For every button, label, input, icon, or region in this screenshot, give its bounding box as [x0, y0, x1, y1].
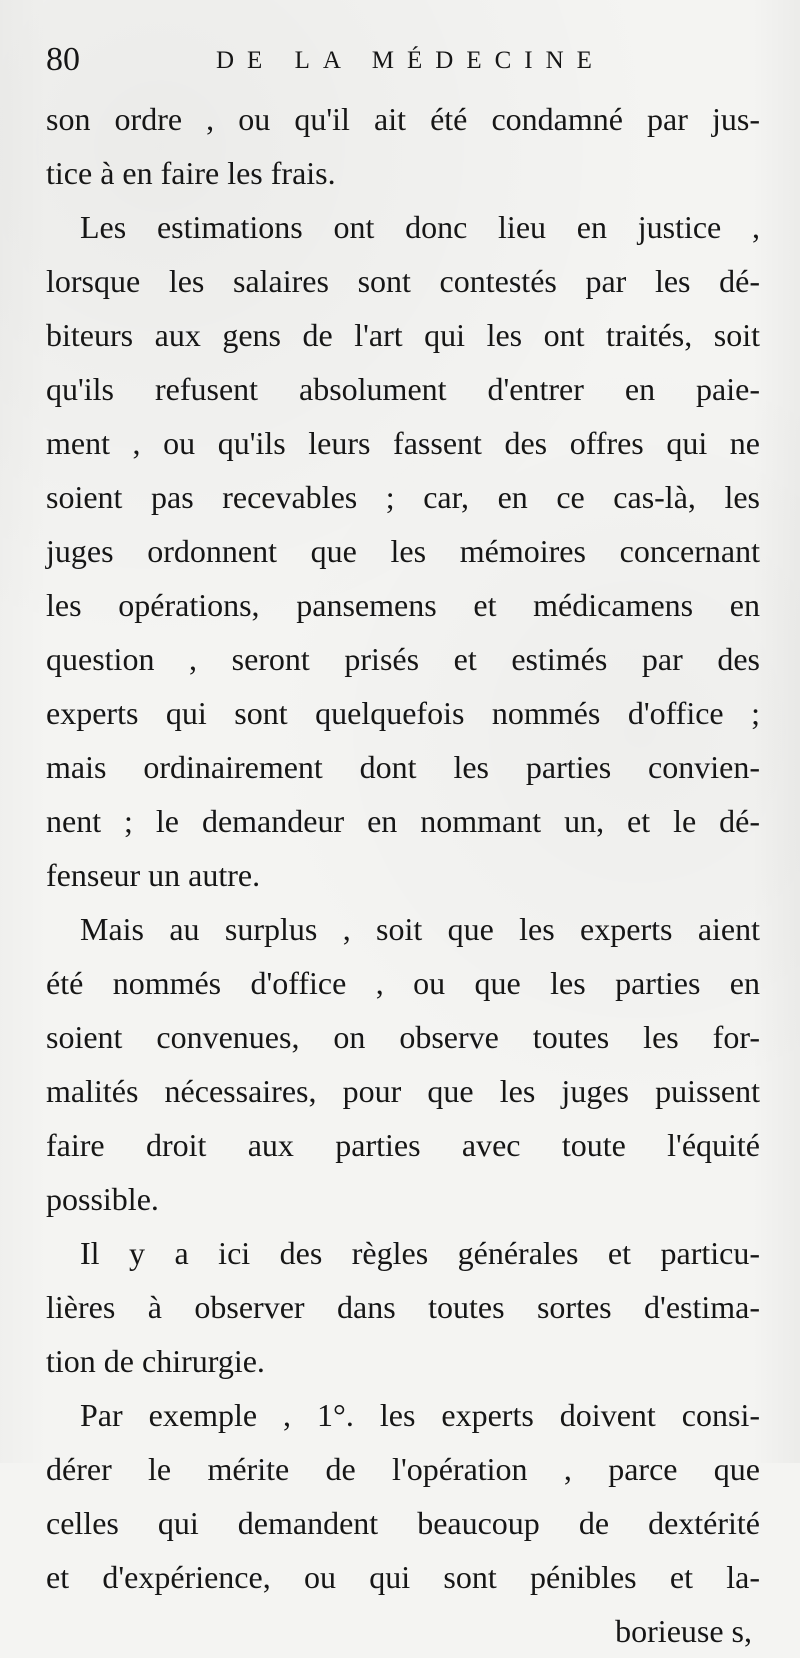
text-line: malités nécessaires, pour que les juges puissent: [46, 1073, 760, 1109]
text-line: possible.: [46, 1181, 159, 1217]
text-line: borieuse s,: [615, 1613, 752, 1649]
text-line: les opérations, pansemens et médicamens en: [46, 587, 760, 623]
text-line: celles qui demandent beaucoup de dextérité: [46, 1505, 760, 1541]
text-line: et d'expérience, ou qui sont pénibles et la-: [46, 1559, 760, 1595]
text-line: question , seront prisés et estimés par des: [46, 641, 760, 677]
text-line: experts qui sont quelquefois nommés d'office ;: [46, 695, 760, 731]
page-number: 80: [46, 41, 80, 78]
text-line: ment , ou qu'ils leurs fassent des offres qui ne: [46, 425, 760, 461]
text-line: juges ordonnent que les mémoires concernant: [46, 533, 760, 569]
text-line: biteurs aux gens de l'art qui les ont traités, soit: [46, 317, 760, 353]
text-line: Par exemple , 1°. les experts doivent consi-: [80, 1397, 760, 1433]
text-line: Les estimations ont donc lieu en justice ,: [80, 209, 760, 245]
body-text: [46, 92, 760, 1658]
text-line: mais ordinairement dont les parties convien-: [46, 749, 760, 785]
text-line: tion de chirurgie.: [46, 1343, 265, 1379]
text-line: été nommés d'office , ou que les parties en: [46, 965, 760, 1001]
text-line: soient pas recevables ; car, en ce cas-là, les: [46, 479, 760, 515]
text-line: lières à observer dans toutes sortes d'estima-: [46, 1289, 760, 1325]
text-line: son ordre , ou qu'il ait été condamné par jus-: [46, 101, 760, 137]
text-line: dérer le mérite de l'opération , parce que: [46, 1451, 760, 1487]
text-line: lorsque les salaires sont contestés par les dé-: [46, 263, 760, 299]
text-line: nent ; le demandeur en nommant un, et le dé-: [46, 803, 760, 839]
text-line: soient convenues, on observe toutes les for-: [46, 1019, 760, 1055]
text-line: qu'ils refusent absolument d'entrer en paie-: [46, 371, 760, 407]
text-line: tice à en faire les frais.: [46, 155, 336, 191]
page-header: [46, 37, 750, 83]
text-line: faire droit aux parties avec toute l'équité: [46, 1127, 760, 1163]
text-line: Mais au surplus , soit que les experts aient: [80, 911, 760, 947]
running-head: DE LA MÉDECINE: [216, 47, 605, 74]
text-line: Il y a ici des règles générales et particu-: [80, 1235, 760, 1271]
text-line: fenseur un autre.: [46, 857, 261, 893]
